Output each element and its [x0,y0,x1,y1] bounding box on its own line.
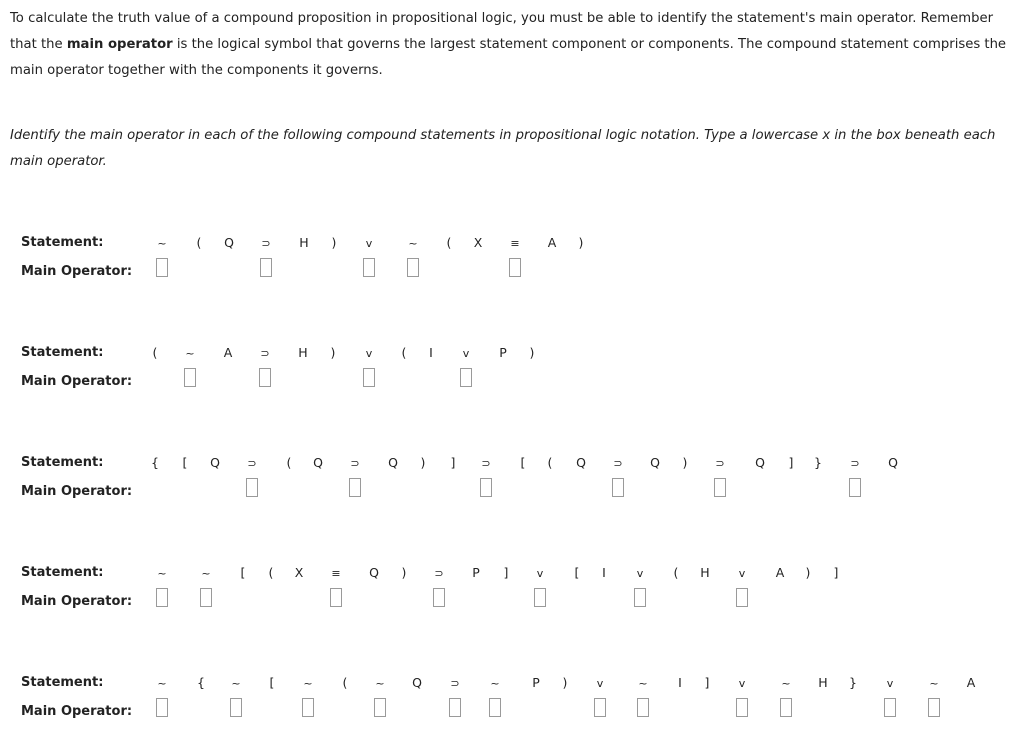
main-operator-answer-box[interactable] [489,698,501,717]
main-operator-label: Main Operator: [21,704,133,719]
statement-token: ~ [638,677,648,690]
statement-token: ) [401,565,407,580]
statement-token: ⊃ [434,567,444,580]
statement-token: P [499,345,507,360]
statement-token: v [536,567,544,580]
statement-token: [ [574,565,580,580]
main-operator-answer-box[interactable] [200,588,212,607]
main-operator-answer-box[interactable] [449,698,461,717]
problem-3 [0,455,1024,515]
statement-token: ] [833,565,839,580]
statement-token: Q [755,455,765,470]
problem-2 [0,345,1024,405]
statement-token: ⊃ [850,457,860,470]
statement-token: Q [210,455,220,470]
main-operator-answer-box[interactable] [594,698,606,717]
statement-token: ~ [303,677,313,690]
main-operator-answer-box[interactable] [184,368,196,387]
statement-token: [ [269,675,275,690]
statement-token: ) [331,235,337,250]
statement-token: ( [446,235,452,250]
statement-token: Q [224,235,234,250]
statement-token: ) [805,565,811,580]
statement-token: X [473,235,483,250]
statement-token: ~ [781,677,791,690]
main-operator-answer-box[interactable] [849,478,861,497]
statement-token: H [298,345,308,360]
main-operator-answer-box[interactable] [736,588,748,607]
statement-token: ⊃ [350,457,360,470]
statement-token: ( [152,345,158,360]
main-operator-answer-box[interactable] [634,588,646,607]
statement-token: ≡ [510,237,520,250]
main-operator-answer-box[interactable] [156,698,168,717]
statement-label: Statement: [21,345,104,360]
main-operator-answer-box[interactable] [534,588,546,607]
statement-token: ⊃ [247,457,257,470]
statement-token: ( [196,235,202,250]
statement-token: Q [650,455,660,470]
statement-token: ⊃ [260,347,270,360]
statement-token: v [365,347,373,360]
statement-token: v [365,237,373,250]
statement-token: ~ [490,677,500,690]
statement-token: A [966,675,976,690]
main-operator-answer-box[interactable] [433,588,445,607]
main-operator-answer-box[interactable] [374,698,386,717]
statement-token: ⊃ [261,237,271,250]
statement-token: ~ [157,567,167,580]
main-operator-label: Main Operator: [21,374,133,389]
statement-token: { [197,675,205,690]
statement-token: Q [888,455,898,470]
main-operator-label: Main Operator: [21,594,133,609]
statement-token: Q [388,455,398,470]
main-operator-answer-box[interactable] [736,698,748,717]
statement-token: H [818,675,828,690]
statement-token: ~ [929,677,939,690]
intro-text-1: To calculate the truth value of a compound proposition in propositional logic, you must be able to identify the statement's main operator. Remember that the [10,11,994,52]
statement-label: Statement: [21,235,104,250]
main-operator-answer-box[interactable] [363,258,375,277]
main-operator-answer-box[interactable] [349,478,361,497]
statement-token: P [532,675,540,690]
statement-token: ] [503,565,509,580]
statement-token: v [462,347,470,360]
statement-token: v [636,567,644,580]
statement-token: H [700,565,710,580]
problem-4 [0,565,1024,625]
main-operator-answer-box[interactable] [230,698,242,717]
statement-token: ) [330,345,336,360]
statement-label: Statement: [21,675,104,690]
statement-token: ~ [185,347,195,360]
statement-token: ~ [231,677,241,690]
main-operator-answer-box[interactable] [260,258,272,277]
statement-token: } [814,455,822,470]
main-operator-answer-box[interactable] [363,368,375,387]
statement-token: A [223,345,233,360]
statement-token: A [775,565,785,580]
statement-label: Statement: [21,565,104,580]
statement-token: ) [420,455,426,470]
statement-token: ) [529,345,535,360]
main-operator-answer-box[interactable] [246,478,258,497]
main-operator-answer-box[interactable] [780,698,792,717]
statement-token: Q [576,455,586,470]
main-operator-answer-box[interactable] [480,478,492,497]
main-operator-label: Main Operator: [21,484,133,499]
statement-token: } [849,675,857,690]
main-operator-answer-box[interactable] [259,368,271,387]
statement-token: ) [562,675,568,690]
statement-token: v [738,567,746,580]
statement-token: [ [182,455,188,470]
statement-token: v [596,677,604,690]
main-operator-answer-box[interactable] [407,258,419,277]
main-operator-answer-box[interactable] [330,588,342,607]
statement-token: ] [450,455,456,470]
main-operator-answer-box[interactable] [156,258,168,277]
main-operator-answer-box[interactable] [509,258,521,277]
statement-token: ~ [375,677,385,690]
statement-token: { [151,455,159,470]
statement-token: ) [682,455,688,470]
main-operator-answer-box[interactable] [460,368,472,387]
statement-token: ≡ [331,567,341,580]
main-operator-answer-box[interactable] [884,698,896,717]
intro-text-2: is the logical symbol that governs the largest statement component or components. The compound statement comprises the main operator together with the components it governs. [10,37,1007,78]
statement-token: I [602,565,606,580]
statement-token: [ [520,455,526,470]
statement-token: ~ [157,677,167,690]
statement-token: ] [704,675,710,690]
main-operator-answer-box[interactable] [637,698,649,717]
statement-token: v [886,677,894,690]
statement-token: ( [401,345,407,360]
statement-token: Q [313,455,323,470]
statement-token: ~ [201,567,211,580]
statement-token: ( [342,675,348,690]
statement-token: ⊃ [613,457,623,470]
statement-token: ⊃ [715,457,725,470]
statement-token: [ [240,565,246,580]
statement-token: P [472,565,480,580]
instruction-text: Identify the main operator in each of the following compound statements in propositional logic notation. Type a lowercase x in the box beneath each main operator. [10,128,996,169]
statement-token: Q [369,565,379,580]
statement-token: ( [547,455,553,470]
main-operator-label: Main Operator: [21,264,133,279]
problem-5 [0,675,1024,735]
statement-token: ( [673,565,679,580]
statement-token: Q [412,675,422,690]
statement-token: ~ [157,237,167,250]
main-operator-answer-box[interactable] [714,478,726,497]
statement-label: Statement: [21,455,104,470]
statement-token: A [547,235,557,250]
statement-token: ( [268,565,274,580]
statement-token: ( [286,455,292,470]
statement-token: v [738,677,746,690]
statement-token: ~ [408,237,418,250]
statement-token: X [294,565,304,580]
statement-token: ⊃ [481,457,491,470]
statement-token: I [678,675,682,690]
statement-token: ) [578,235,584,250]
main-operator-answer-box[interactable] [612,478,624,497]
statement-token: ] [788,455,794,470]
intro-paragraph [10,6,1010,84]
statement-token: I [429,345,433,360]
main-operator-answer-box[interactable] [156,588,168,607]
statement-token: H [299,235,309,250]
main-operator-answer-box[interactable] [928,698,940,717]
intro-bold-term: main operator [66,37,173,52]
problem-1 [0,235,1024,295]
statement-token: ⊃ [450,677,460,690]
main-operator-answer-box[interactable] [302,698,314,717]
